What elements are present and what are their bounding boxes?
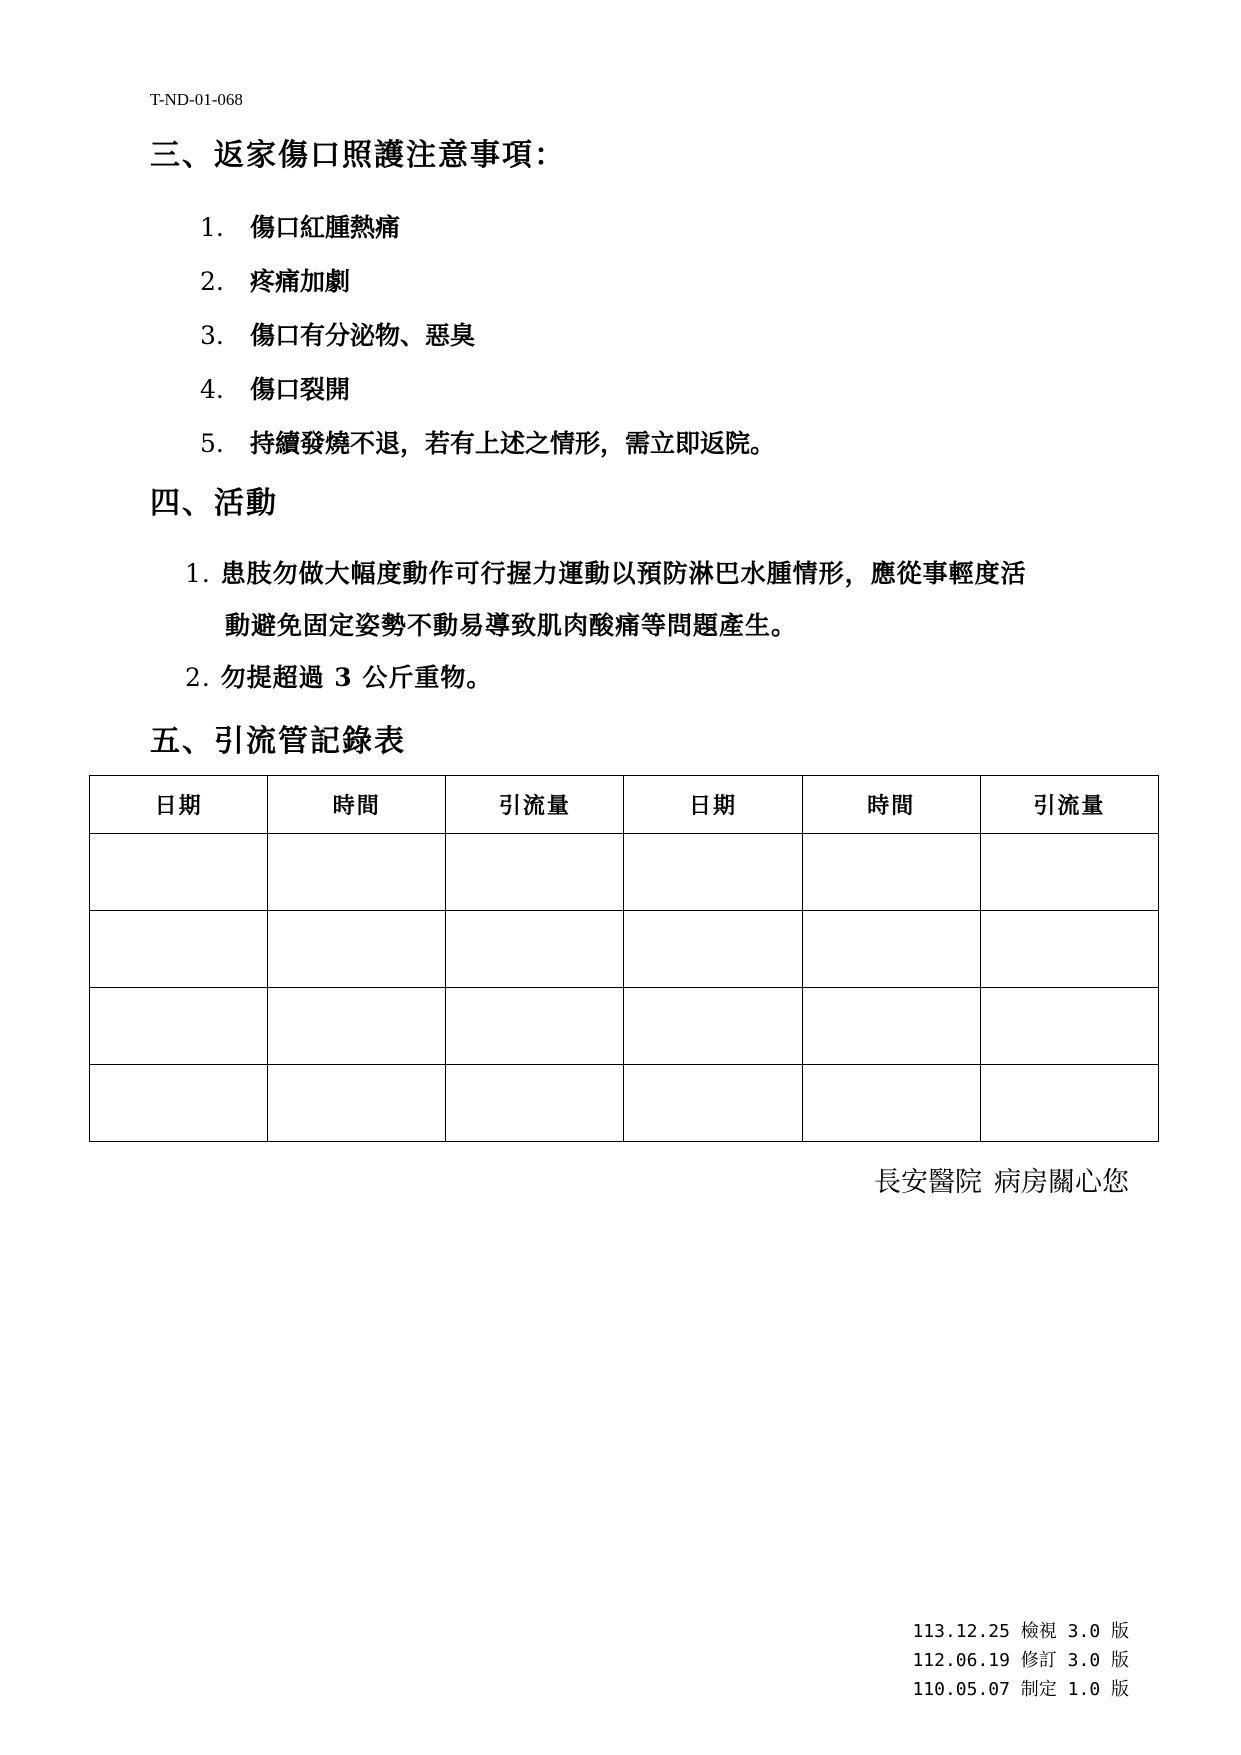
- activity-item-1: [185, 554, 1027, 590]
- table-cell: [446, 988, 624, 1065]
- care-item-2: [200, 262, 350, 298]
- table-cell: [624, 834, 802, 911]
- table-row: [90, 988, 1159, 1065]
- table-cell: [268, 834, 446, 911]
- header-drainage-volume: 引流量: [980, 776, 1158, 834]
- table-cell: [624, 1065, 802, 1142]
- header-time: 時間: [802, 776, 980, 834]
- activity-item-2-text: 勿提超過 3 公斤重物。: [220, 663, 493, 692]
- revision-entry: 112.06.19 修訂 3.0 版: [912, 1650, 1129, 1671]
- care-item-2-number: 2.: [200, 267, 224, 296]
- table-row: [90, 1065, 1159, 1142]
- care-item-1-text: 傷口紅腫熱痛: [250, 213, 401, 242]
- care-item-4-number: 4.: [200, 375, 224, 404]
- drainage-record-table: [89, 775, 1159, 1142]
- care-item-4: [200, 370, 350, 406]
- table-cell: [90, 988, 268, 1065]
- table-cell: [802, 1065, 980, 1142]
- table-cell: [624, 911, 802, 988]
- table-cell: [90, 1065, 268, 1142]
- table-cell: [980, 911, 1158, 988]
- table-cell: [90, 834, 268, 911]
- section-5-heading: 五、引流管記錄表: [150, 724, 406, 759]
- section-4-heading: 四、活動: [150, 486, 278, 521]
- table-row: [90, 834, 1159, 911]
- table-cell: [446, 911, 624, 988]
- care-item-3-number: 3.: [200, 321, 224, 350]
- table-cell: [446, 1065, 624, 1142]
- table-cell: [268, 988, 446, 1065]
- activity-item-2-number: 2.: [185, 663, 211, 692]
- table-cell: [90, 911, 268, 988]
- care-item-3-text: 傷口有分泌物、惡臭: [250, 321, 476, 350]
- table-cell: [980, 1065, 1158, 1142]
- care-item-5-text: 持續發燒不退，若有上述之情形，需立即返院。: [250, 429, 776, 458]
- header-date: 日期: [624, 776, 802, 834]
- table-cell: [446, 834, 624, 911]
- document-id: T-ND-01-068: [150, 90, 243, 109]
- table-cell: [802, 988, 980, 1065]
- activity-item-1-continued: 動避免固定姿勢不動易導致肌肉酸痛等問題產生。: [225, 611, 798, 640]
- hospital-name: 長安醫院: [874, 1167, 982, 1198]
- care-item-3: [200, 316, 475, 352]
- closing-line: [874, 1160, 1129, 1199]
- care-item-5-number: 5.: [200, 429, 224, 458]
- section-3-heading: 三、返家傷口照護注意事項：: [150, 138, 566, 173]
- revision-entry: 113.12.25 檢視 3.0 版: [912, 1621, 1129, 1642]
- activity-item-1-number: 1.: [185, 559, 211, 588]
- table-cell: [980, 834, 1158, 911]
- table-cell: [268, 911, 446, 988]
- care-item-4-text: 傷口裂開: [250, 375, 351, 404]
- care-item-1-number: 1.: [200, 213, 224, 242]
- table-cell: [802, 911, 980, 988]
- revision-entry: 110.05.07 制定 1.0 版: [912, 1679, 1129, 1700]
- table-cell: [624, 988, 802, 1065]
- table-cell: [980, 988, 1158, 1065]
- care-item-1: [200, 208, 400, 244]
- activity-item-1-text: 患肢勿做大幅度動作可行握力運動以預防淋巴水腫情形，應從事輕度活: [220, 559, 1027, 588]
- revision-history: [912, 1617, 1129, 1704]
- header-date: 日期: [90, 776, 268, 834]
- care-item-5: [200, 424, 775, 460]
- header-drainage-volume: 引流量: [446, 776, 624, 834]
- table-cell: [802, 834, 980, 911]
- activity-item-2: [185, 658, 492, 694]
- table-header-row: [90, 776, 1159, 834]
- table-row: [90, 911, 1159, 988]
- header-time: 時間: [268, 776, 446, 834]
- care-item-2-text: 疼痛加劇: [250, 267, 351, 296]
- closing-message: 病房關心您: [994, 1167, 1129, 1198]
- table-cell: [268, 1065, 446, 1142]
